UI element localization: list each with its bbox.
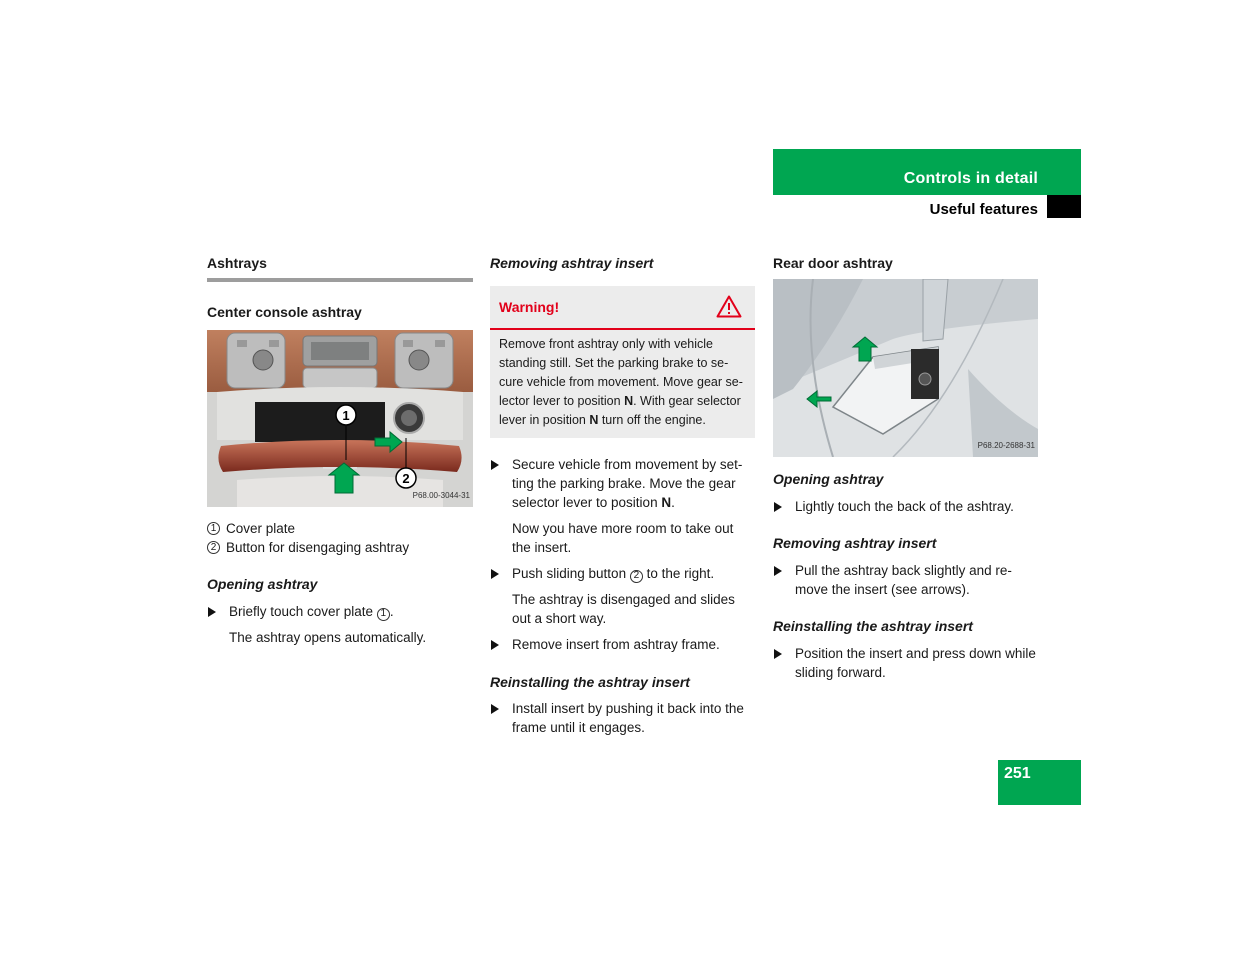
rear-door-ashtray-image bbox=[773, 279, 1038, 457]
chapter-title: Controls in detail bbox=[903, 170, 1038, 187]
step-result: The ashtray opens automatically. bbox=[229, 630, 427, 645]
step-arrow-icon bbox=[774, 502, 782, 512]
removing-insert-heading: Removing ashtray insert bbox=[490, 255, 654, 271]
legend-text: Button for disengaging ashtray bbox=[226, 540, 410, 555]
instruction-step: Position the insert and press down while sliding forward. bbox=[773, 644, 1039, 682]
instruction-step: Remove insert from ashtray frame. bbox=[490, 635, 755, 654]
step-arrow-icon bbox=[491, 569, 499, 579]
instruction-step: Secure vehicle from movement by setting the parking brake. Move the gear selector lever to position N. bbox=[490, 455, 755, 512]
page-number: 251 bbox=[1004, 765, 1031, 782]
legend-item bbox=[207, 538, 473, 557]
callout-number: 1 bbox=[207, 522, 220, 535]
column-2 bbox=[490, 254, 755, 737]
center-console-heading: Center console ashtray bbox=[207, 304, 362, 320]
reinstall-insert-heading: Reinstalling the ashtray insert bbox=[773, 618, 973, 634]
opening-ashtray-heading: Opening ashtray bbox=[207, 576, 318, 592]
warning-triangle-icon bbox=[716, 295, 742, 318]
rear-door-illustration bbox=[773, 279, 1038, 457]
step-arrow-icon bbox=[491, 640, 499, 650]
instruction-step: Briefly touch cover plate 1 . bbox=[207, 602, 473, 621]
step-arrow-icon bbox=[491, 460, 499, 470]
center-console-illustration bbox=[207, 330, 473, 507]
removing-insert-heading: Removing ashtray insert bbox=[773, 535, 937, 551]
reinstall-insert-heading: Reinstalling the ashtray insert bbox=[490, 674, 690, 690]
svg-text:1: 1 bbox=[342, 408, 350, 423]
column-1 bbox=[207, 254, 473, 647]
step-arrow-icon bbox=[208, 607, 216, 617]
section-title: Useful features bbox=[929, 201, 1038, 218]
step-arrow-icon bbox=[774, 649, 782, 659]
step-arrow-icon bbox=[774, 566, 782, 576]
legend-item bbox=[207, 519, 473, 538]
figure-legend bbox=[207, 519, 473, 557]
center-console-ashtray-image bbox=[207, 330, 473, 507]
callout-number: 2 bbox=[630, 570, 643, 583]
rear-door-ashtray-heading: Rear door ashtray bbox=[773, 255, 893, 271]
warning-title: Warning! bbox=[499, 298, 560, 315]
warning-text: Remove front ashtray only with vehicle standing still. Set the parking brake to secure vehicle from movement. Move gear selector lever to position N. With gear selector lever in position N turn off the engine. bbox=[499, 337, 743, 427]
ashtrays-heading-block bbox=[207, 254, 473, 282]
instruction-step: Push sliding button 2 to the right. bbox=[490, 564, 755, 583]
instruction-step: Pull the ashtray back slightly and remove the insert (see arrows). bbox=[773, 561, 1039, 599]
step-result: Now you have more room to take out the insert. bbox=[512, 521, 734, 555]
warning-header bbox=[490, 286, 755, 330]
svg-text:2: 2 bbox=[402, 471, 410, 486]
ashtrays-heading: Ashtrays bbox=[207, 255, 267, 271]
instruction-step: Lightly touch the back of the ashtray. bbox=[773, 497, 1039, 516]
step-arrow-icon bbox=[491, 704, 499, 714]
figure-code: P68.20-2688-31 bbox=[977, 441, 1035, 450]
instruction-step: Install insert by pushing it back into the frame until it engages. bbox=[490, 699, 755, 737]
warning-box bbox=[490, 286, 755, 438]
figure-code: P68.00-3044-31 bbox=[412, 491, 470, 500]
opening-ashtray-heading: Opening ashtray bbox=[773, 471, 884, 487]
step-result: The ashtray is disengaged and slides out a short way. bbox=[512, 592, 735, 626]
legend-text: Cover plate bbox=[226, 521, 296, 536]
callout-number: 2 bbox=[207, 541, 220, 554]
column-3 bbox=[773, 254, 1039, 682]
callout-number: 1 bbox=[377, 608, 390, 621]
section-marker bbox=[1047, 195, 1081, 218]
